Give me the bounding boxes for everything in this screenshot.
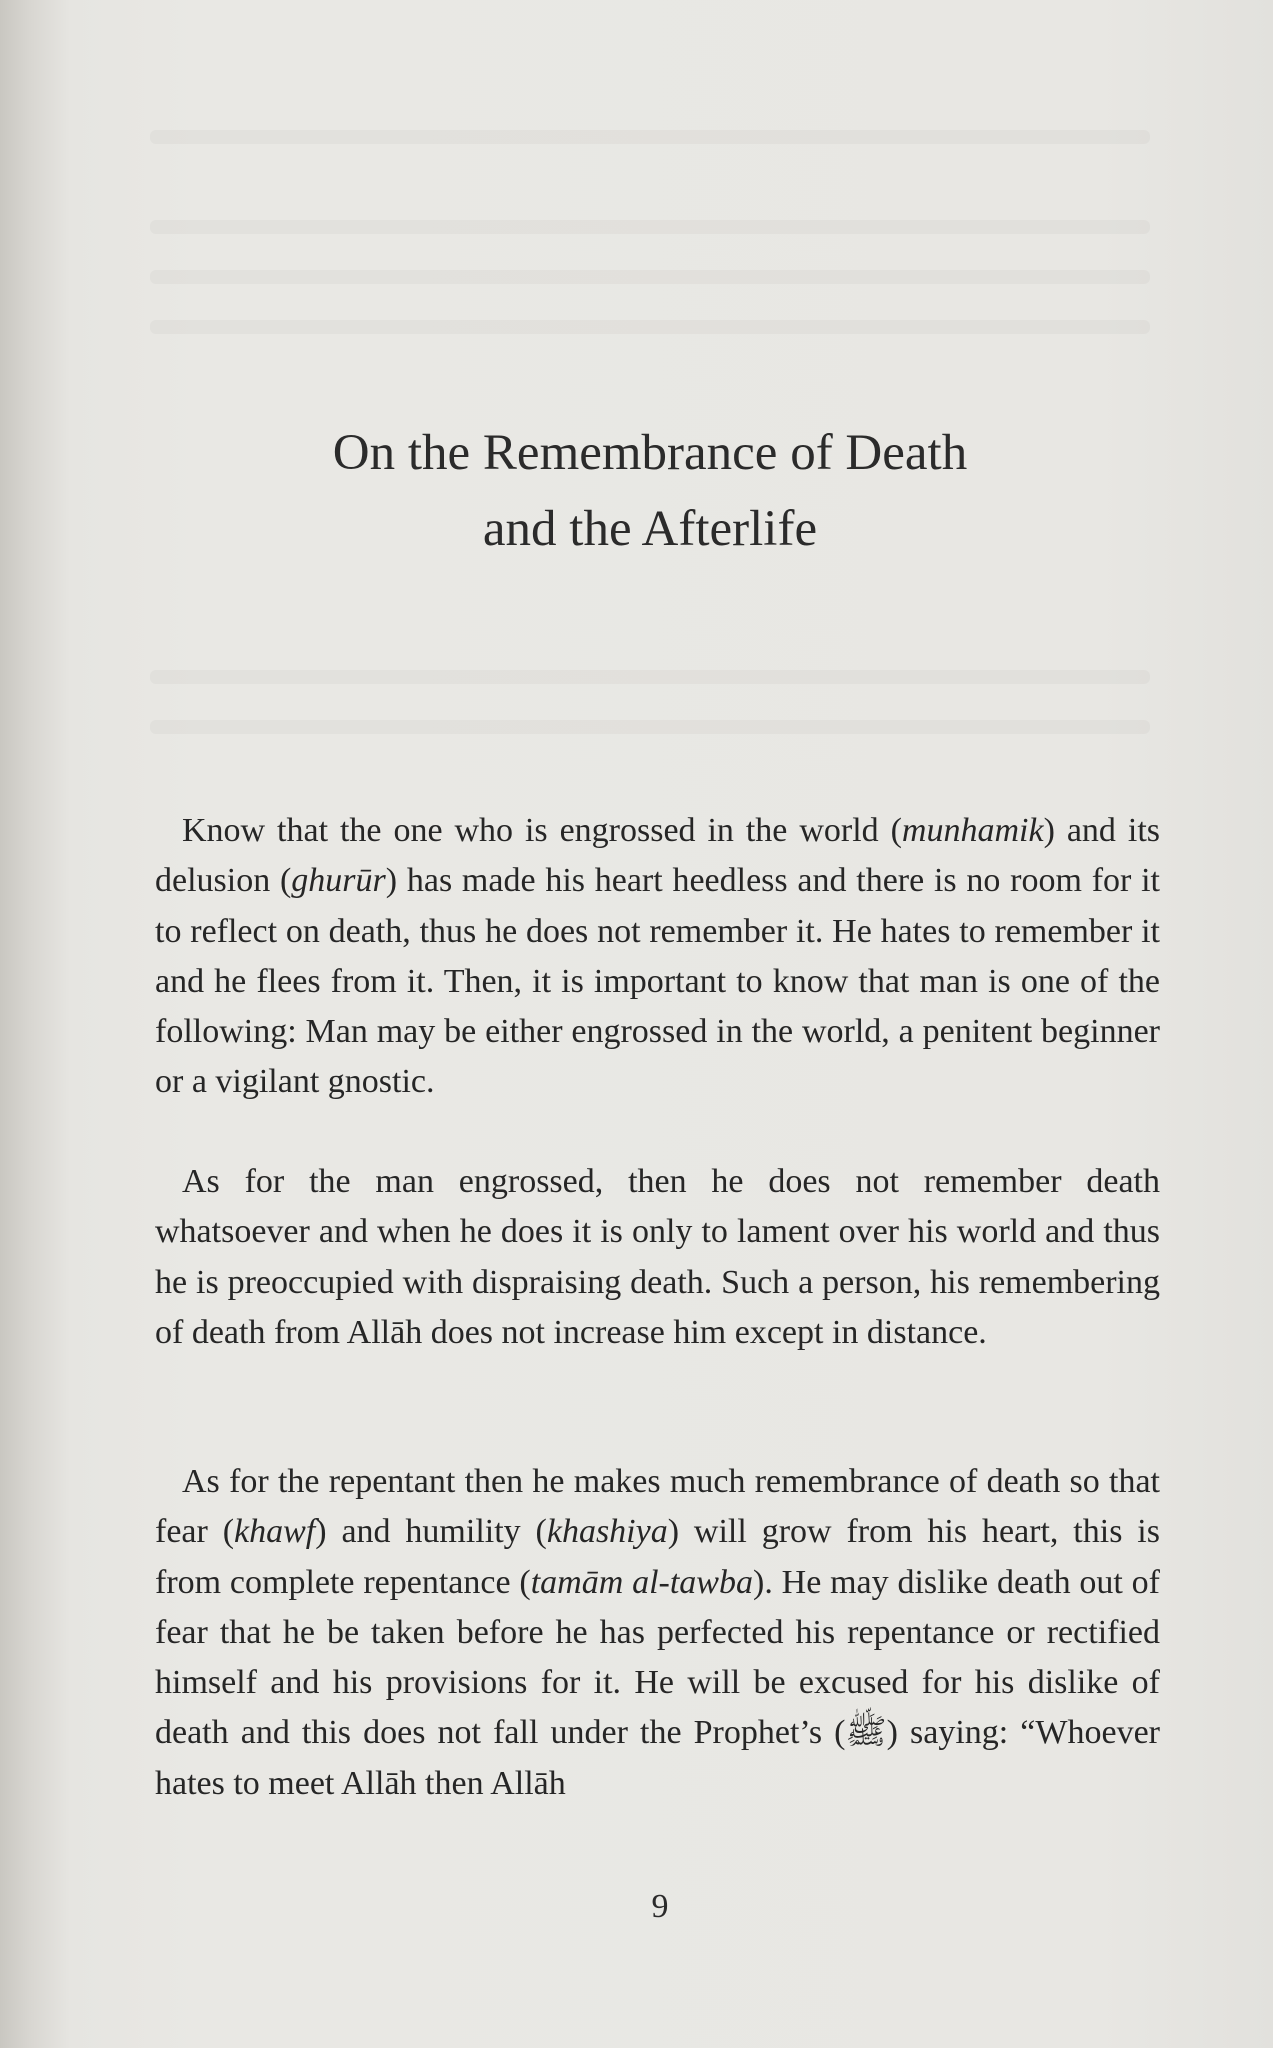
- chapter-title-line-2: and the Afterlife: [482, 501, 818, 557]
- italic-term: khashiya: [546, 1513, 668, 1551]
- paragraph-3: [155, 1457, 1160, 1809]
- text-run: ). He may dislike death out of fear that he be taken before he has perfected his repentance or rectified himself and his provisions for it. He will be excused for his dislike of death and this does not fall under the Prophet’s (ﷺ) saying: “Whoever hates to meet Allāh then Allāh: [155, 1563, 1161, 1802]
- text-run: Know that the one who is engrossed in the world (: [182, 812, 902, 849]
- show-through-text: [150, 720, 1150, 734]
- text-run: ) will grow from his heart, this is from complete repentance (: [155, 1513, 1160, 1601]
- italic-term: munhamik: [901, 812, 1044, 849]
- page-number: 9: [651, 1888, 669, 1925]
- chapter-title-line-1: On the Remembrance of Death: [332, 425, 968, 481]
- italic-term: khawf: [234, 1513, 316, 1551]
- text-run: As for the repentant then he makes much remembrance of death so that fear (: [155, 1463, 1160, 1551]
- paragraph-2: [155, 1157, 1160, 1358]
- show-through-text: [150, 320, 1150, 334]
- text-run: ) and its delusion (: [155, 812, 1160, 900]
- show-through-text: [150, 670, 1150, 684]
- text-run: ) has made his heart heedless and there is no room for it to reflect on death, thus he does not remember it. He hates to remember it and he flees from it. Then, it is important to know that man is one of the following: Man may be either engrossed in the world, a penitent beginner or a vigilant gnostic.: [155, 862, 1160, 1101]
- show-through-text: [150, 220, 1150, 234]
- chapter-title: [0, 415, 1273, 567]
- show-through-text: [150, 130, 1150, 144]
- italic-term: tamām al-tawba: [530, 1563, 753, 1601]
- show-through-text: [150, 270, 1150, 284]
- text-run: As for the man engrossed, then he does not remember death whatsoever and when he does it is only to lament over his world and thus he is preoccupied with dispraising death. Such a person, his remembering of death from Allāh does not increase him except in distance.: [155, 1163, 1160, 1351]
- paragraph-1: [155, 806, 1160, 1108]
- text-run: ) and humility (: [315, 1513, 547, 1551]
- italic-term: ghurūr: [291, 862, 386, 900]
